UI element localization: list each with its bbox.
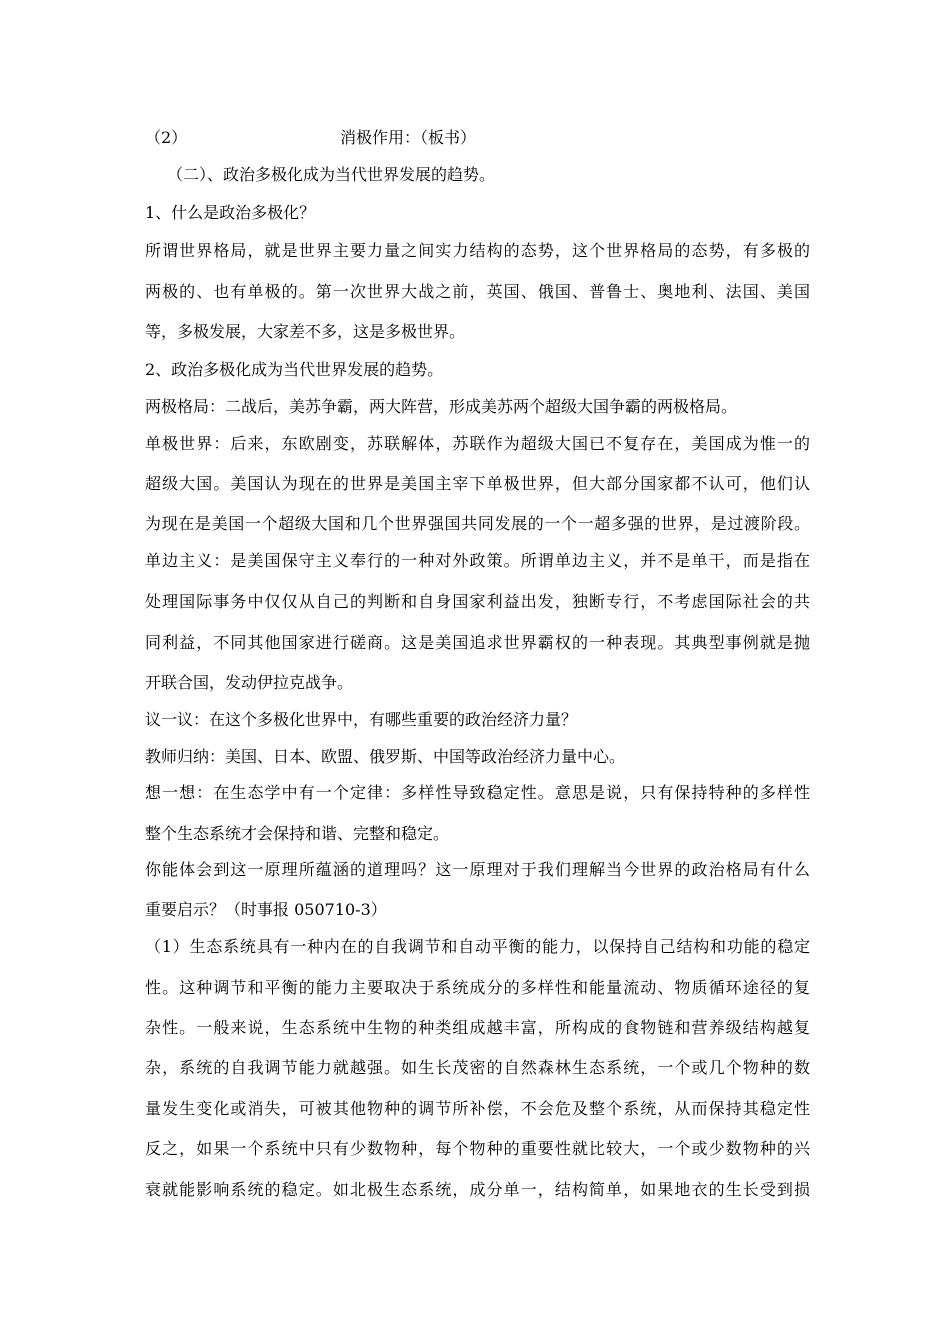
section-heading: （二）、政治多极化成为当代世界发展的趋势。 (167, 165, 496, 184)
text-line: （1）生态系统具有一种内在的自我调节和自动平衡的能力，以保持自己结构和功能的稳定 (145, 937, 810, 956)
text-line: 性。这种调节和平衡的能力主要取决于系统成分的多样性和能量流动、物质循环途径的复 (145, 978, 810, 997)
heading-negative-effect: 消极作用：（板书） (340, 128, 477, 147)
text-line: 同利益，不同其他国家进行磋商。这是美国追求世界霸权的一种表现。其典型事例就是抛 (145, 633, 810, 652)
text-line: 超级大国。美国认为现在的世界是美国主宰下单极世界，但大部分国家都不认可，他们认 (145, 474, 810, 493)
text-line: 所谓世界格局，就是世界主要力量之间实力结构的态势，这个世界格局的态势，有多极的 (145, 241, 810, 260)
text-line: 两极格局：二战后，美苏争霸，两大阵营，形成美苏两个超级大国争霸的两极格局。 (145, 397, 738, 416)
text-line: 单极世界：后来，东欧剧变，苏联解体，苏联作为超级大国已不复存在，美国成为惟一的 (145, 434, 810, 453)
text-line: 等，多极发展，大家差不多，这是多极世界。 (145, 322, 466, 341)
paragraph-number: （2） (145, 128, 188, 147)
text-line: 量发生变化或消失，可被其他物种的调节所补偿，不会危及整个系统，从而保持其稳定性 (145, 1099, 810, 1118)
text-line: 你能体会到这一原理所蕴涵的道理吗？这一原理对于我们理解当今世界的政治格局有什么 (145, 860, 810, 879)
text-line: 重要启示？（时事报 050710-3） (145, 900, 387, 919)
text-line: 两极的、也有单极的。第一次世界大战之前，英国、俄国、普鲁士、奥地利、法国、美国 (145, 282, 810, 301)
text-line: 反之，如果一个系统中只有少数物种，每个物种的重要性就比较大，一个或少数物种的兴 (145, 1139, 810, 1158)
text-line: 衰就能影响系统的稳定。如北极生态系统，成分单一，结构简单，如果地衣的生长受到损 (145, 1180, 810, 1199)
question-heading: 2、政治多极化成为当代世界发展的趋势。 (145, 360, 444, 379)
text-line: 杂，系统的自我调节能力就越强。如生长茂密的自然森林生态系统，一个或几个物种的数 (145, 1058, 810, 1077)
text-line: 整个生态系统才会保持和谐、完整和稳定。 (145, 824, 450, 843)
text-line: 处理国际事务中仅仅从自己的判断和自身国家利益出发，独断专行，不考虑国际社会的共 (145, 592, 810, 611)
text-line: 单边主义：是美国保守主义奉行的一种对外政策。所谓单边主义，并不是单干，而是指在 (145, 551, 810, 570)
text-line: 杂性。一般来说，生态系统中生物的种类组成越丰富，所构成的食物链和营养级结构越复 (145, 1018, 810, 1037)
text-line: 开联合国，发动伊拉克战争。 (145, 673, 354, 692)
question-heading: 1、什么是政治多极化？ (145, 203, 316, 222)
text-line: 教师归纳：美国、日本、欧盟、俄罗斯、中国等政治经济力量中心。 (145, 747, 626, 766)
text-line: 为现在是美国一个超级大国和几个世界强国共同发展的一个一超多强的世界，是过渡阶段。 (145, 514, 810, 533)
text-line: 议一议：在这个多极化世界中，有哪些重要的政治经济力量？ (145, 710, 578, 729)
text-line: 想一想：在生态学中有一个定律：多样性导致稳定性。意思是说，只有保持特种的多样性 (145, 783, 810, 802)
